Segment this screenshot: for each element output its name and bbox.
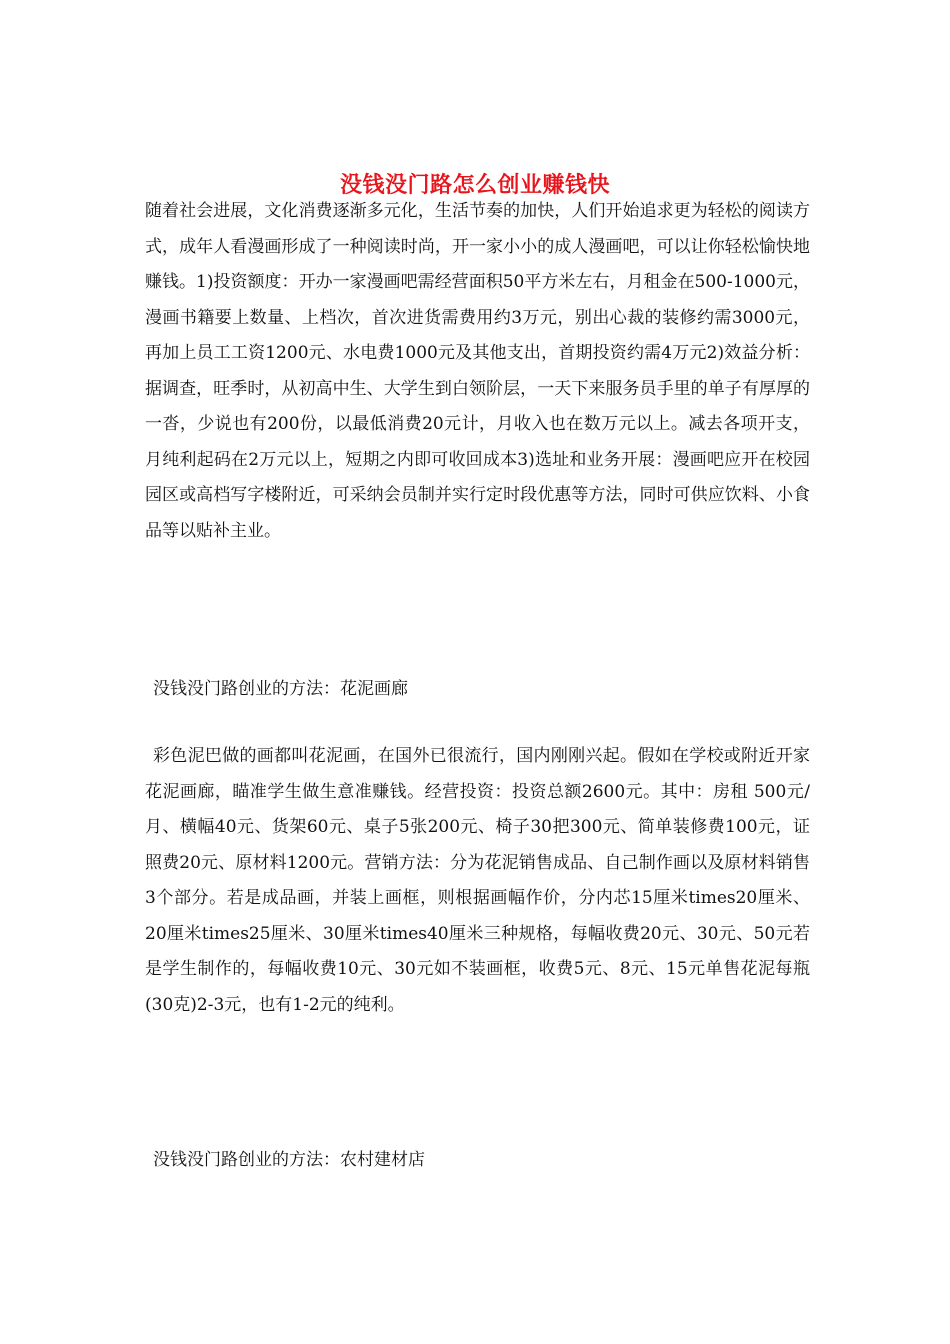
flower-gallery-paragraph: 彩色泥巴做的画都叫花泥画，在国外已很流行，国内刚刚兴起。假如在学校或附近开家花泥画廊，瞄准学生做生意准赚钱。经营投资：投资总额2600元。其中：房租 500元/月、横幅40元、货架60元、桌子5张200元、椅子30把300元、简单装修费100元，证照费20元、原材料1200元。营销方法：分为花泥销售成品、自己制作画以及原材料销售3个部分。若是成品画，并装上画框，则根据画幅作价，分内芯15厘米times20厘米、20厘米times25厘米、30厘米times40厘米三种规格，每幅收费20元、30元、50元若是学生制作的，每幅收费10元、30元如不装画框，收费5元、8元、15元单售花泥每瓶(30克)2-3元，也有1-2元的纯利。 xyxy=(145,746,810,1015)
section-heading-building-materials: 没钱没门路创业的方法：农村建材店 xyxy=(153,1150,425,1170)
section-heading-flower-gallery: 没钱没门路创业的方法：花泥画廊 xyxy=(153,679,408,699)
document-title: 没钱没门路怎么创业赚钱快 xyxy=(339,171,610,198)
intro-paragraph: 随着社会进展，文化消费逐渐多元化，生活节奏的加快，人们开始追求更为轻松的阅读方式，成年人看漫画形成了一种阅读时尚，开一家小小的成人漫画吧，可以让你轻松愉快地赚钱。1)投资额度：开办一家漫画吧需经营面积50平方米左右，月租金在500-1000元，漫画书籍要上数量、上档次，首次进货需费用约3万元，别出心裁的装修约需3000元，再加上员工工资1200元、水电费1000元及其他支出，首期投资约需4万元2)效益分析：据调查，旺季时，从初高中生、大学生到白领阶层，一天下来服务员手里的单子有厚厚的一沓，少说也有200份，以最低消费20元计，月收入也在数万元以上。减去各项开支，月纯利起码在2万元以上，短期之内即可收回成本3)选址和业务开展：漫画吧应开在校园园区或高档写字楼附近，可采纳会员制并实行定时段优惠等方法，同时可供应饮料、小食品等以贴补主业。 xyxy=(145,201,810,541)
